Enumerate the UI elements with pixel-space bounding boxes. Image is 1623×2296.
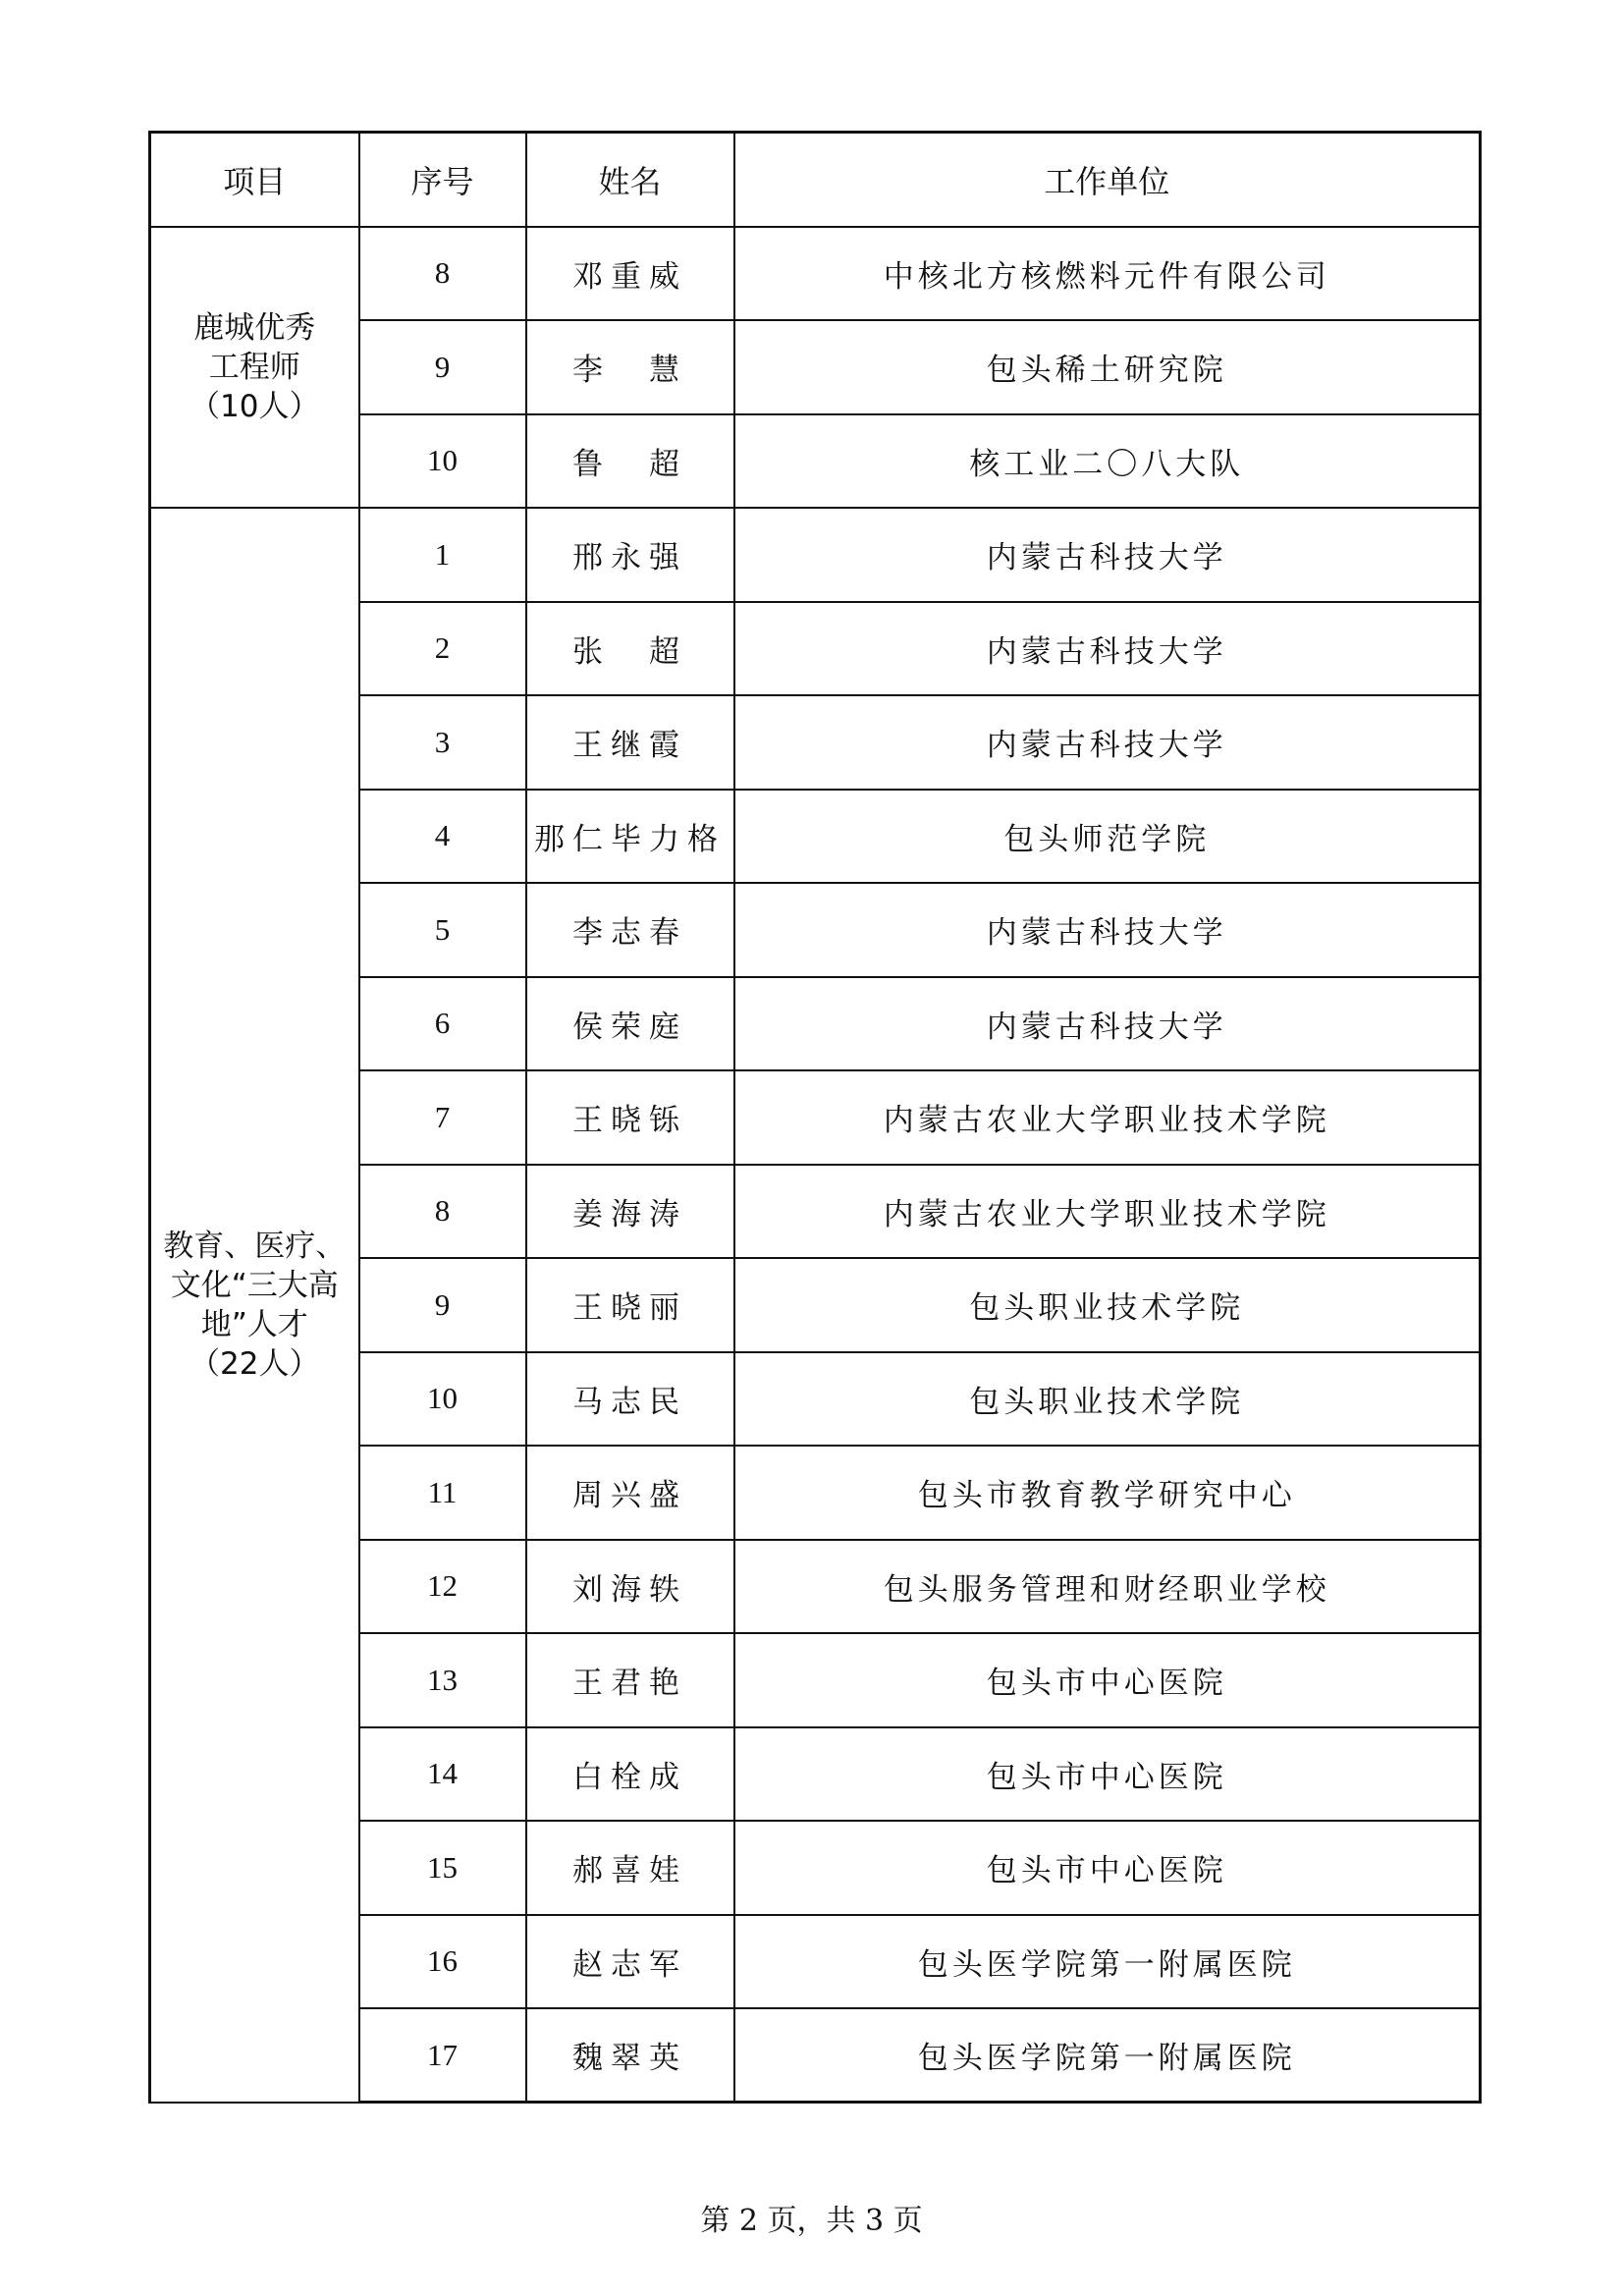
row-number: 8 <box>359 1165 526 1259</box>
header-category: 项目 <box>150 133 359 227</box>
table-row <box>150 508 1481 602</box>
work-unit: 内蒙古农业大学职业技术学院 <box>734 1165 1481 1259</box>
row-number: 2 <box>359 602 526 696</box>
work-unit: 包头市教育教学研究中心 <box>734 1446 1481 1540</box>
person-name: 邢永强 <box>526 508 734 602</box>
person-name: 李 慧 <box>526 320 734 414</box>
work-unit: 包头医学院第一附属医院 <box>734 1915 1481 2009</box>
row-number: 15 <box>359 1821 526 1915</box>
work-unit: 包头市中心医院 <box>734 1821 1481 1915</box>
row-number: 7 <box>359 1070 526 1165</box>
work-unit: 中核北方核燃料元件有限公司 <box>734 227 1481 321</box>
person-name: 王晓铄 <box>526 1070 734 1165</box>
person-name: 王继霞 <box>526 695 734 790</box>
work-unit: 核工业二〇八大队 <box>734 414 1481 509</box>
person-name: 魏翠英 <box>526 2008 734 2103</box>
person-name: 邓重威 <box>526 227 734 321</box>
row-number: 10 <box>359 414 526 509</box>
work-unit: 包头师范学院 <box>734 790 1481 884</box>
row-number: 9 <box>359 320 526 414</box>
header-unit: 工作单位 <box>734 133 1481 227</box>
person-name: 白栓成 <box>526 1727 734 1822</box>
work-unit: 包头职业技术学院 <box>734 1258 1481 1352</box>
work-unit: 内蒙古科技大学 <box>734 883 1481 977</box>
row-number: 12 <box>359 1540 526 1634</box>
roster-table <box>148 131 1482 2104</box>
row-number: 11 <box>359 1446 526 1540</box>
person-name: 姜海涛 <box>526 1165 734 1259</box>
work-unit: 内蒙古科技大学 <box>734 508 1481 602</box>
row-number: 1 <box>359 508 526 602</box>
work-unit: 内蒙古科技大学 <box>734 695 1481 790</box>
work-unit: 包头职业技术学院 <box>734 1352 1481 1447</box>
person-name: 郝喜娃 <box>526 1821 734 1915</box>
person-name: 马志民 <box>526 1352 734 1447</box>
work-unit: 内蒙古科技大学 <box>734 602 1481 696</box>
row-number: 9 <box>359 1258 526 1352</box>
work-unit: 包头市中心医院 <box>734 1727 1481 1822</box>
person-name: 那仁毕力格 <box>526 790 734 884</box>
row-number: 3 <box>359 695 526 790</box>
header-name: 姓名 <box>526 133 734 227</box>
table-row <box>150 227 1481 321</box>
header-number: 序号 <box>359 133 526 227</box>
work-unit: 内蒙古科技大学 <box>734 977 1481 1071</box>
person-name: 张 超 <box>526 602 734 696</box>
person-name: 鲁 超 <box>526 414 734 509</box>
row-number: 16 <box>359 1915 526 2009</box>
person-name: 侯荣庭 <box>526 977 734 1071</box>
row-number: 17 <box>359 2008 526 2103</box>
work-unit: 内蒙古农业大学职业技术学院 <box>734 1070 1481 1165</box>
row-number: 13 <box>359 1633 526 1727</box>
work-unit: 包头市中心医院 <box>734 1633 1481 1727</box>
table-header-row <box>150 133 1481 227</box>
row-number: 6 <box>359 977 526 1071</box>
work-unit: 包头医学院第一附属医院 <box>734 2008 1481 2103</box>
person-name: 王晓丽 <box>526 1258 734 1352</box>
work-unit: 包头稀土研究院 <box>734 320 1481 414</box>
work-unit: 包头服务管理和财经职业学校 <box>734 1540 1481 1634</box>
person-name: 周兴盛 <box>526 1446 734 1540</box>
category-cell: 教育、医疗、 文化“三大高 地”人才 （22人） <box>150 508 359 2103</box>
person-name: 刘海轶 <box>526 1540 734 1634</box>
category-cell: 鹿城优秀 工程师 （10人） <box>150 227 359 509</box>
table-body <box>150 227 1481 2103</box>
row-number: 5 <box>359 883 526 977</box>
row-number: 8 <box>359 227 526 321</box>
page-footer: 第 2 页，共 3 页 <box>700 2204 923 2238</box>
person-name: 王君艳 <box>526 1633 734 1727</box>
row-number: 4 <box>359 790 526 884</box>
person-name: 李志春 <box>526 883 734 977</box>
person-name: 赵志军 <box>526 1915 734 2009</box>
row-number: 14 <box>359 1727 526 1822</box>
row-number: 10 <box>359 1352 526 1447</box>
